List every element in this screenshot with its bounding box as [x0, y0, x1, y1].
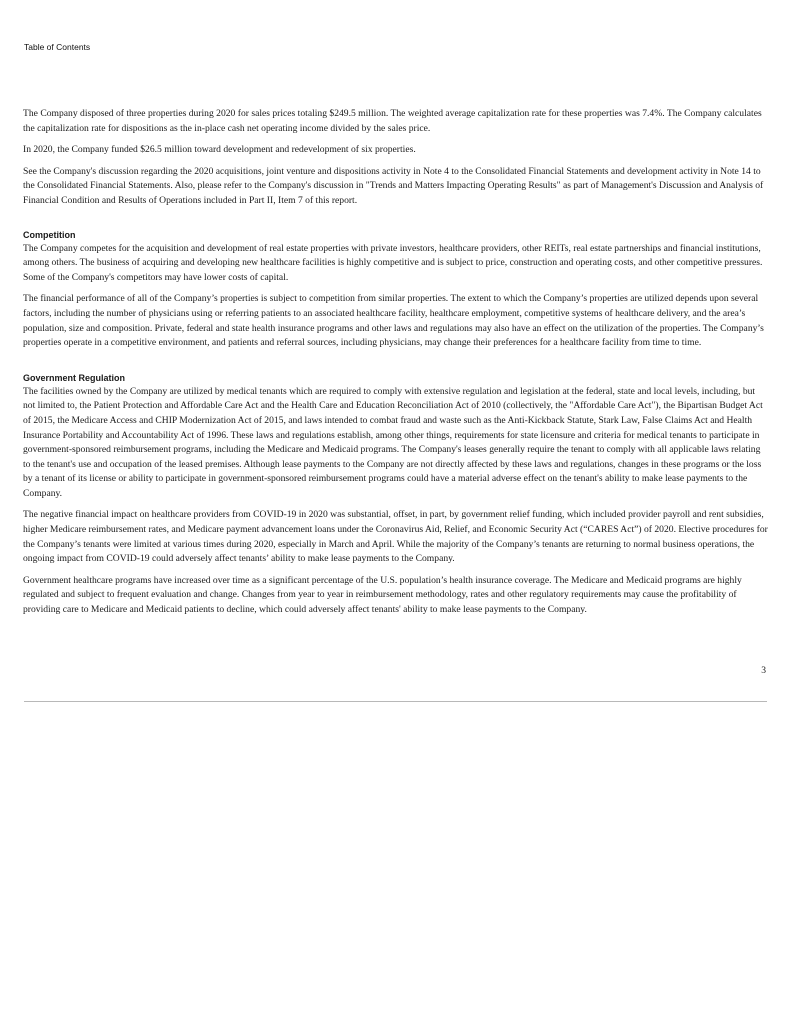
paragraph-dispositions: The Company disposed of three properties during 2020 for sales prices totaling $249.5 million. The weighted average capitalization rate for these properties was 7.4%. The Company calculates the capitalization rate for dispositions as the in-place cash net operating income divided by the sales price.: [23, 108, 762, 134]
document-body: [23, 107, 768, 625]
paragraph-regulation-3: Government healthcare programs have increased over time as a significant percentage of the U.S. population’s health insurance coverage. The Medicare and Medicaid programs are highly regulated and subject to frequent evaluation and change. Changes from year to year in reimbursement methodology, rates and other regulatory requirements may cause the profitability of providing care to Medicare and Medicaid patients to decline, which could adversely affect tenants' ability to make lease payments to the Company.: [23, 574, 742, 616]
paragraph-regulation-2: The negative financial impact on healthcare providers from COVID-19 in 2020 was substantial, offset, in part, by government relief funding, which included provider payroll and rent subsidies, higher Medicare reimbursement rates, and Medicare payment advancement loans under the Coronavirus Aid, Relief, and Economic Security Act (“CARES Act”) of 2020. Elective procedures for the Company’s tenants were limited at various times during 2020, especially in March and April. While the majority of the Company’s tenants are returning to normal business operations, the ongoing impact from COVID-19 could adversely affect tenants’ ability to make lease payments to the Company.: [23, 509, 768, 565]
government-regulation-heading: Government Regulation: [23, 372, 126, 383]
paragraph-see-notes: See the Company's discussion regarding the 2020 acquisitions, joint venture and dispositions activity in Note 4 to the Consolidated Financial Statements and development activity in Note 14 to the Consolidated Financial Statements. Also, please refer to the Company's discussion in "Trends and Matters Impacting Operating Results" as part of Management's Discussion and Analysis of Financial Condition and Results of Operations included in Part II, Item 7 of this report.: [23, 165, 764, 206]
paragraph-competition-1: The Company competes for the acquisition and development of real estate properties with private investors, healthcare providers, other REITs, real estate partnerships and financial institutions, among others. The business of acquiring and developing new healthcare facilities is highly competitive and is subject to price, construction and operating costs, and other competitive pressures. Some of the Company's competitors may have lower costs of capital.: [23, 242, 763, 283]
paragraph-regulation-1: The facilities owned by the Company are utilized by medical tenants which are required to comply with extensive regulation and legislation at the federal, state and local levels, including, but not limited to, the Patient Protection and Affordable Care Act and the Health Care and Education Reconciliation Act of 2010 (collectively, the "Affordable Care Act"), the Bipartisan Budget Act of 2015, the Medicare Access and CHIP Modernization Act of 2015, and laws intended to combat fraud and waste such as the Anti-Kickback Statute, Stark Law, False Claims Act and Health Insurance Portability and Accountability Act of 1996. These laws and regulations establish, among other things, requirements for state licensure and criteria for medical tenants to participate in government-sponsored reimbursement programs, including the Medicare and Medicaid programs. The Company's leases generally require the tenant to comply with all applicable laws relating to the tenant's use and occupation of the leased premises. Although lease payments to the Company are not directly affected by these laws and regulations, changes in these programs or the loss by a tenant of its license or ability to participate in government-sponsored reimbursement programs could have a material adverse effect on the tenant's ability to make lease payments to the Company.: [23, 385, 763, 499]
page-number: 3: [761, 665, 766, 676]
paragraph-development-funding: In 2020, the Company funded $26.5 million toward development and redevelopment of six properties.: [23, 144, 416, 156]
competition-heading: Competition: [23, 229, 76, 240]
table-of-contents-link[interactable]: Table of Contents: [24, 42, 91, 52]
paragraph-competition-2: The financial performance of all of the Company’s properties is subject to competition from similar properties. The extent to which the Company’s properties are utilized depends upon several factors, including the number of physicians using or referring patients to an associated healthcare facility, healthcare employment, competitive systems of healthcare delivery, and the area’s population, size and composition. Private, federal and state health insurance programs and other laws and regulations may also have an effect on the utilization of the properties. The Company’s properties operate in a competitive environment, and patients and referral sources, including physicians, may change their preferences for a healthcare facility from time to time.: [23, 293, 764, 349]
page-divider: [24, 701, 767, 702]
